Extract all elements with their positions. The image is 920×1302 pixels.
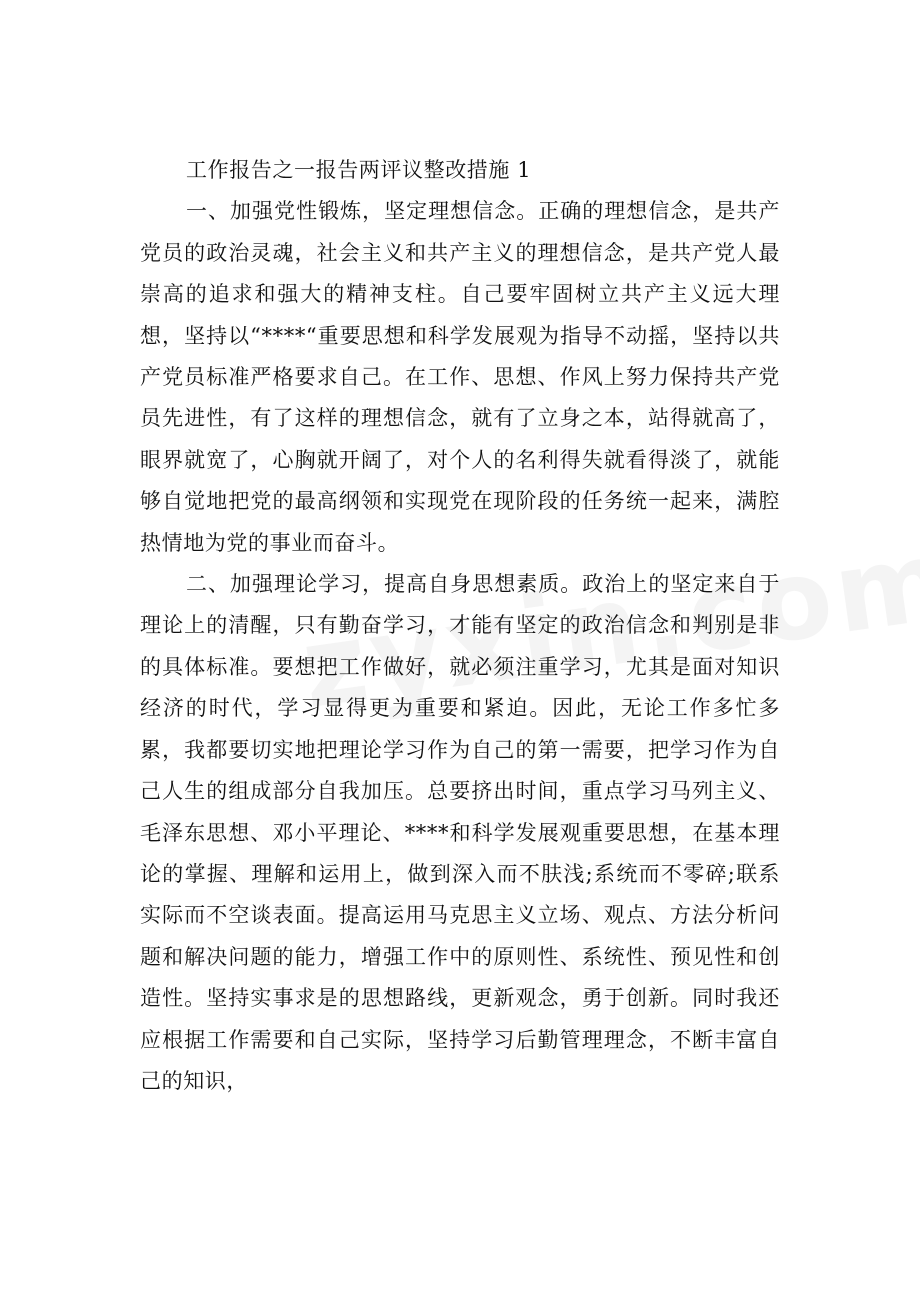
document-title: 工作报告之一报告两评议整改措施 1 [186, 158, 532, 182]
document-body [140, 150, 780, 1102]
paragraph-1: 一、加强党性锻炼，坚定理想信念。正确的理想信念，是共产党员的政治灵魂，社会主义和共产主义的理想信念，是共产党人最崇高的追求和强大的精神支柱。自己要牢固树立共产主义远大理想，坚持以“****“重要思想和科学发展观为指导不动摇，坚持以共产党员标准严格要求自己。在工作、思想、作风上努力保持共产党员先进性，有了这样的理想信念，就有了立身之本，站得就高了，眼界就宽了，心胸就开阔了，对个人的名利得失就看得淡了，就能够自觉地把党的最高纲领和实现党在现阶段的任务统一起来，满腔热情地为党的事业而奋斗。 [140, 199, 780, 555]
paragraph-2: 二、加强理论学习，提高自身思想素质。政治上的坚定来自于理论上的清醒，只有勤奋学习，才能有坚定的政治信念和判别是非的具体标准。要想把工作做好，就必须注重学习，尤其是面对知识经济的时代，学习显得更为重要和紧迫。因此，无论工作多忙多累，我都要切实地把理论学习作为自己的第一需要，把学习作为自己人生的组成部分自我加压。总要挤出时间，重点学习马列主义、毛泽东思想、邓小平理论、****和科学发展观重要思想，在基本理论的掌握、理解和运用上，做到深入而不肤浅;系统而不零碎;联系实际而不空谈表面。提高运用马克思主义立场、观点、方法分析问题和解决问题的能力，增强工作中的原则性、系统性、预见性和创造性。坚持实事求是的思想路线，更新观念，勇于创新。同时我还应根据工作需要和自己实际，坚持学习后勤管理理念，不断丰富自己的知识， [140, 572, 780, 1093]
